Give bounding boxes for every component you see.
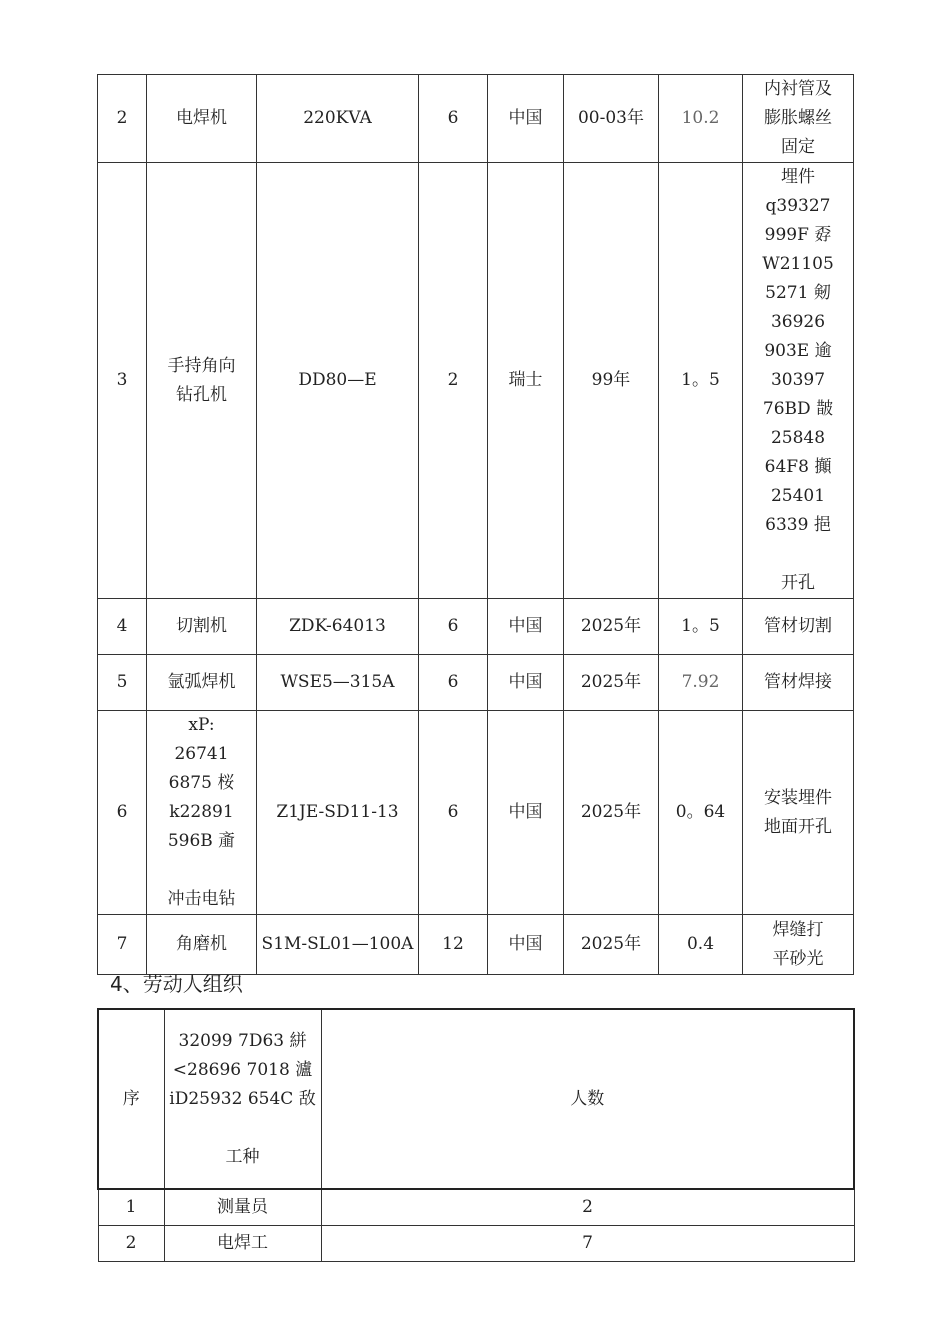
equipment-table [97, 74, 854, 975]
row-no: 7 [98, 915, 147, 975]
equipment-name: 氩弧焊机 [147, 655, 257, 711]
table-header-row [98, 1009, 854, 1189]
equipment-qty: 6 [419, 655, 488, 711]
equipment-model: WSE5—315A [257, 655, 419, 711]
table-row [98, 655, 854, 711]
equipment-origin: 中国 [488, 599, 564, 655]
equipment-use: 安装埋件 地面开孔 [743, 711, 854, 915]
equipment-use: 埋件 q39327 999F 孬 W21105 5271 剱 36926 903E 逾 30397 76BD 皵 25848 64F8 攧 25401 6339 挹 开孔 [743, 163, 854, 599]
equipment-qty: 6 [419, 599, 488, 655]
row-no: 2 [98, 75, 147, 163]
equipment-year: 99年 [564, 163, 659, 599]
row-no: 3 [98, 163, 147, 599]
row-no: 6 [98, 711, 147, 915]
equipment-name: 切割机 [147, 599, 257, 655]
table-row [98, 1189, 854, 1225]
section-title: 4、劳动人组织 [110, 972, 243, 996]
row-no: 5 [98, 655, 147, 711]
equipment-power: 0.4 [659, 915, 743, 975]
worker-count: 2 [321, 1189, 854, 1225]
equipment-origin: 中国 [488, 655, 564, 711]
header-count: 人数 [321, 1009, 854, 1189]
equipment-use: 管材切割 [743, 599, 854, 655]
table-row [98, 599, 854, 655]
equipment-model: DD80—E [257, 163, 419, 599]
equipment-name: 手持角向 钻孔机 [147, 163, 257, 599]
equipment-power: 0。64 [659, 711, 743, 915]
equipment-qty: 2 [419, 163, 488, 599]
equipment-name: 角磨机 [147, 915, 257, 975]
row-no: 1 [98, 1189, 164, 1225]
equipment-qty: 12 [419, 915, 488, 975]
table-row [98, 1225, 854, 1261]
equipment-model: S1M-SL01—100A [257, 915, 419, 975]
equipment-use: 管材焊接 [743, 655, 854, 711]
equipment-use: 焊缝打 平砂光 [743, 915, 854, 975]
equipment-model: 220KVA [257, 75, 419, 163]
worker-type: 电焊工 [164, 1225, 321, 1261]
labor-table [97, 1008, 855, 1262]
equipment-year: 2025年 [564, 599, 659, 655]
equipment-year: 2025年 [564, 655, 659, 711]
equipment-year: 00-03年 [564, 75, 659, 163]
equipment-name: 电焊机 [147, 75, 257, 163]
equipment-use: 内衬管及 膨胀螺丝 固定 [743, 75, 854, 163]
equipment-name: xP: 26741 6875 桜 k22891 596B 齑 冲击电钻 [147, 711, 257, 915]
equipment-origin: 中国 [488, 915, 564, 975]
table-row [98, 711, 854, 915]
equipment-power: 1。5 [659, 163, 743, 599]
equipment-model: Z1JE-SD11-13 [257, 711, 419, 915]
header-no: 序 [98, 1009, 164, 1189]
equipment-power: 7.92 [659, 655, 743, 711]
worker-type: 测量员 [164, 1189, 321, 1225]
equipment-qty: 6 [419, 711, 488, 915]
table-row [98, 75, 854, 163]
table-row [98, 163, 854, 599]
equipment-model: ZDK-64013 [257, 599, 419, 655]
equipment-year: 2025年 [564, 915, 659, 975]
equipment-qty: 6 [419, 75, 488, 163]
header-worker-type: 32099 7D63 絣 <28696 7018 瀘 iD25932 654C 敌 工种 [164, 1009, 321, 1189]
equipment-year: 2025年 [564, 711, 659, 915]
equipment-origin: 中国 [488, 75, 564, 163]
equipment-origin: 中国 [488, 711, 564, 915]
worker-count: 7 [321, 1225, 854, 1261]
table-row [98, 915, 854, 975]
row-no: 4 [98, 599, 147, 655]
equipment-power: 10.2 [659, 75, 743, 163]
equipment-power: 1。5 [659, 599, 743, 655]
equipment-origin: 瑞士 [488, 163, 564, 599]
row-no: 2 [98, 1225, 164, 1261]
